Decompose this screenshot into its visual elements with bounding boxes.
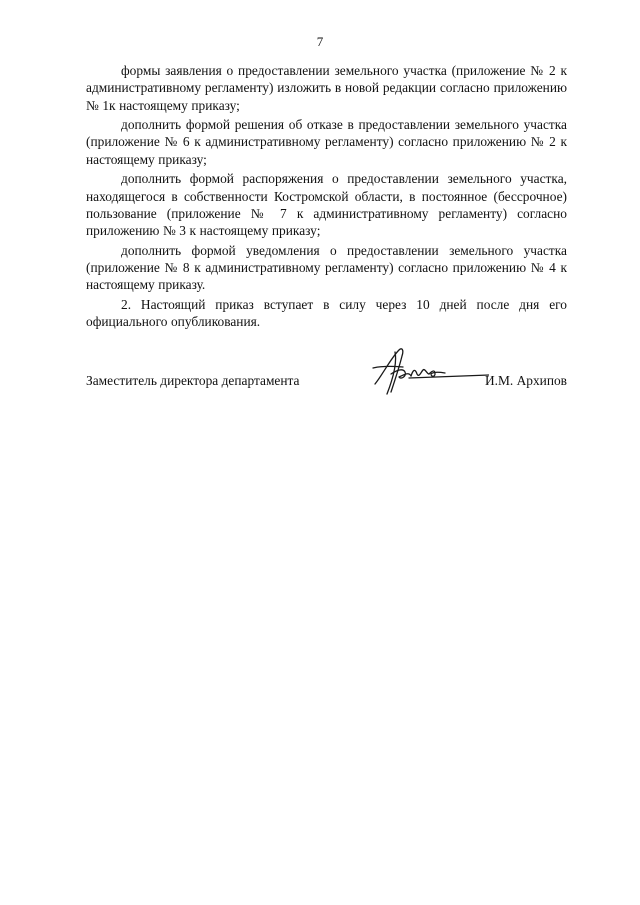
page-number: 7 <box>316 34 324 49</box>
paragraph-notification-form: дополнить формой уведомления о предоставлении земельного участка (приложение № 8 к административному регламенту) согласно приложению № 4 к настоящему приказу. <box>86 242 567 293</box>
paragraph-application-form: формы заявления о предоставлении земельного участка (приложение № 2 к административному регламенту) изложить в новой редакции согласно приложению № 1к настоящему приказу; <box>86 63 567 113</box>
document-body <box>86 62 567 333</box>
paragraph-effective-date: 2. Настоящий приказ вступает в силу через 10 дней после дня его официального опубликования. <box>86 297 567 330</box>
paragraph-order-form: дополнить формой распоряжения о предоставлении земельного участка, находящегося в собственности Костромской области, в постоянное (бессрочное) пользование (приложение № 7 к административному регламенту) согласно приложению № 3 к настоящему приказу; <box>86 171 567 239</box>
paragraph-refusal-decision: дополнить формой решения об отказе в предоставлении земельного участка (приложение № 6 к административному регламенту) согласно приложению № 2 к настоящему приказу; <box>86 117 567 167</box>
signer-position: Заместитель директора департамента <box>86 373 300 388</box>
handwritten-signature-icon <box>369 344 489 400</box>
signature-block <box>86 360 567 400</box>
signer-name: И.М. Архипов <box>484 373 567 388</box>
